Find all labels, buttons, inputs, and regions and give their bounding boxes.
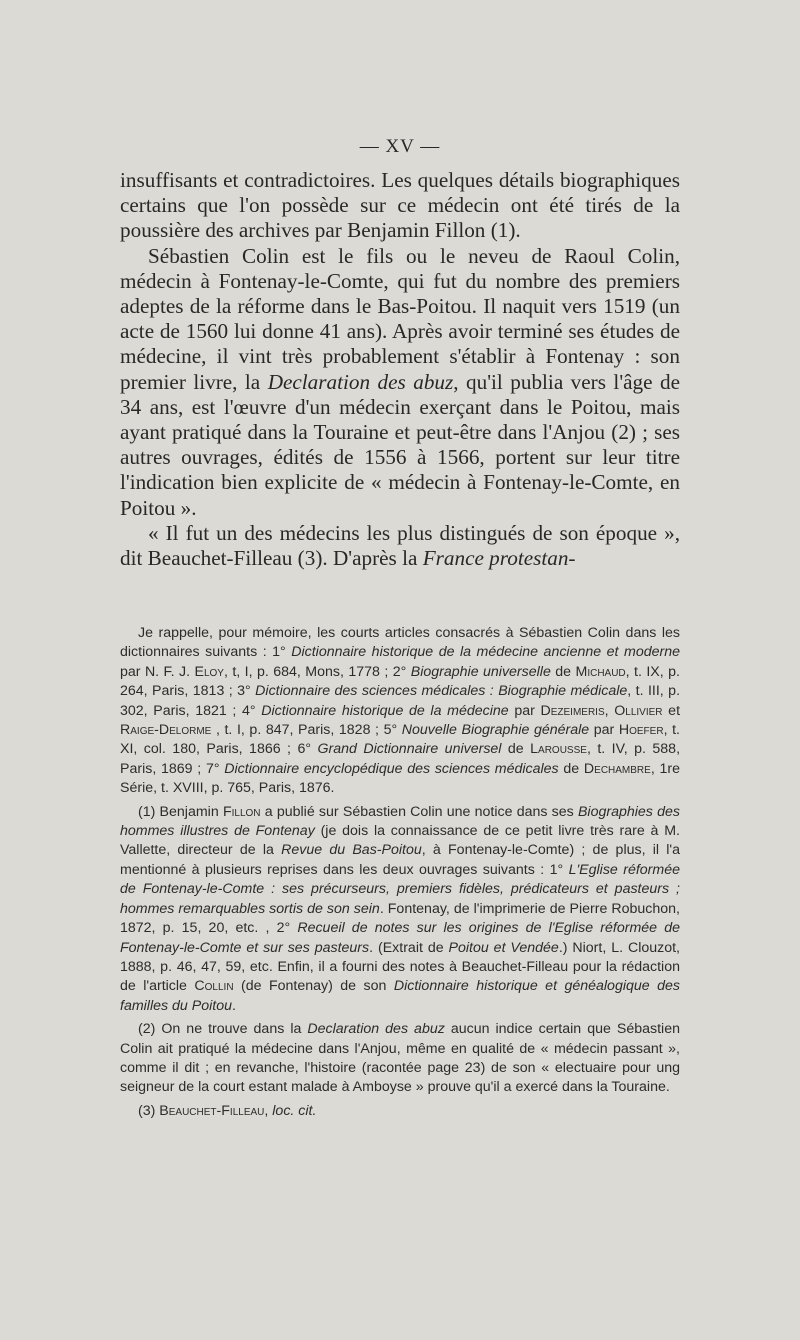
paragraph-text: « Il fut un des médecins les plus distingués de son époque », dit Beauchet-Filleau (3). D'après la xyxy=(120,520,680,571)
paragraph xyxy=(120,244,680,521)
paragraph xyxy=(120,521,680,571)
footnote-2: (2) On ne trouve dans la Declaration des abuz aucun indice certain que Sébastien Colin ait pratiqué la médecine dans l'Anjou, même en qualité de « médecin passant », comme il dit ; en revanche, l'histoire (racontée page 23) de son « electuaire pour ung seigneur de la court estant malade à Amboyse » prouve qu'il a exercé dans la Touraine. xyxy=(120,1021,680,1096)
page-number: — XV — xyxy=(359,136,441,157)
footnote-intro: Je rappelle, pour mémoire, les courts articles consacrés à Sébastien Colin dans les dictionnaires suivants : 1° Dictionnaire historique de la médecine ancienne et moderne par N. F. J. Eloy, t, I, p. 684, Mons, 1778 ; 2° Biographie universelle de Michaud, t. IX, p. 264, Paris, 1813 ; 3° Dictionnaire des sciences médicales : Biographie médicale, t. III, p. 302, Paris, 1821 ; 4° Dictionnaire historique de la médecine par Dezeimeris, Ollivier et Raige-Delorme , t. I, p. 847, Paris, 1828 ; 5° Nouvelle Biographie générale par Hoefer, t. XI, col. 180, Paris, 1866 ; 6° Grand Dictionnaire universel de Larousse, t. IV, p. 588, Paris, 1869 ; 7° Dictionnaire encyclopédique des sciences médicales de Dechambre, 1re Série, t. XVIII, p. 765, Paris, 1876. xyxy=(120,625,681,797)
footnote-3: (3) Beauchet-Filleau, loc. cit. xyxy=(138,1102,317,1119)
paragraph-text: , qu'il publia vers l'âge de 34 ans, est l'œuvre d'un médecin exerçant dans le Poitou, mais ayant pratiqué dans la Touraine et peut-être dans l'Anjou (2) ; ses autres ouvrages, édités de 1556 à 1566, portent sur leur titre l'indication bien explicite de « médecin à Fontenay-le-Comte, en Poitou ». xyxy=(120,369,680,520)
footnote-1: (1) Benjamin Fillon a publié sur Sébastien Colin une notice dans ses Biographies des hommes illustres de Fontenay (je dois la connaissance de ce petit livre très rare à M. Vallette, directeur de la Revue du Bas-Poitou, à Fontenay-le-Comte) ; de plus, il l'a mentionné à plusieurs reprises dans les deux ouvrages suivants : 1° L'Eglise réformée de Fontenay-le-Comte : ses précurseurs, premiers fidèles, prédicateurs et pasteurs ; hommes remarquables sortis de son sein. Fontenay, de l'imprimerie de Pierre Robuchon, 1872, p. 15, 20, etc. , 2° Recueil de notes sur les origines de l'Eglise réformée de Fontenay-le-Comte et sur ses pasteurs. (Extrait de Poitou et Vendée.) Niort, L. Clouzot, 1888, p. 46, 47, 59, etc. Enfin, il a fourni des notes à Beauchet-Filleau pour la rédaction de l'article Collin (de Fontenay) de son Dictionnaire historique et généalogique des familles du Poitou. xyxy=(120,803,681,1014)
main-text xyxy=(120,168,680,571)
paragraph xyxy=(120,168,680,244)
book-title: France protestan- xyxy=(422,546,576,571)
book-title: Declaration des abuz xyxy=(267,369,454,394)
paragraph-text: insuffisants et contradictoires. Les quelques détails biographiques certains que l'on possède sur ce médecin ont été tirés de la poussière des archives par Benjamin Fillon (1). xyxy=(120,168,680,243)
footnotes xyxy=(120,624,680,1121)
paragraph-text: Sébastien Colin est le fils ou le neveu de Raoul Colin, médecin à Fontenay-le-Comte, qui fut du nombre des premiers adeptes de la réforme dans le Bas-Poitou. Il naquit vers 1519 (un acte de 1560 lui donne 41 ans). Après avoir terminé ses études de médecine, il vint très probablement s'établir à Fontenay : son premier livre, la xyxy=(120,243,680,394)
